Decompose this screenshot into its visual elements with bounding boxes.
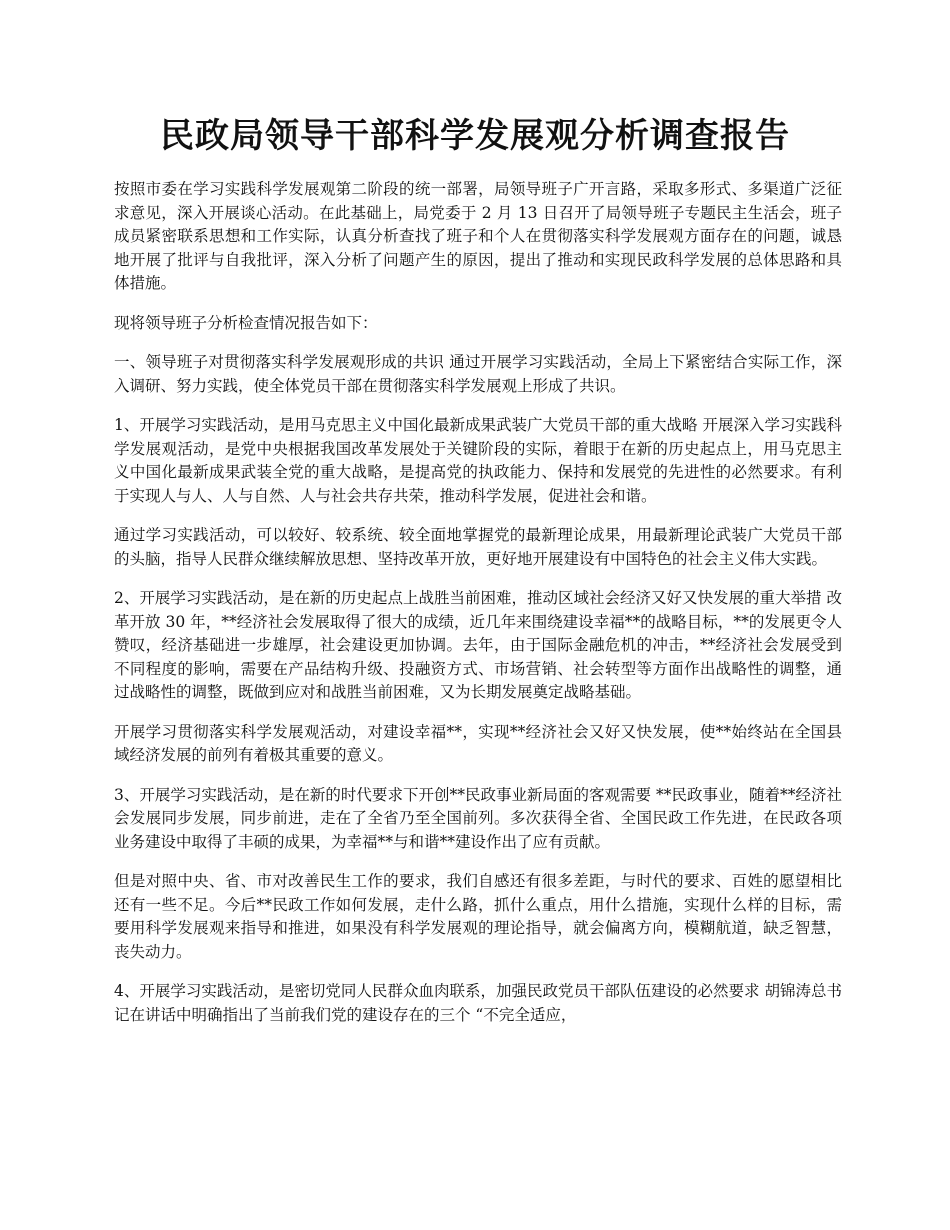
paragraph-intro: 按照市委在学习实践科学发展观第二阶段的统一部署，局领导班子广开言路，采取多形式、多渠道广泛征求意见，深入开展谈心活动。在此基础上，局党委于 2 月 13 日召开了局领导班子专题民主生活会，班子成员紧密联系思想和工作实际，认真分析查找了班子和个人在贯彻落实科学发展观方面存在的问题，诚恳地开展了批评与自我批评，深入分析了问题产生的原因，提出了推动和实现民政科学发展的总体思路和具体措施。 [114, 180, 842, 292]
paragraph-point-3-detail: 但是对照中央、省、市对改善民生工作的要求，我们自感还有很多差距，与时代的要求、百姓的愿望相比还有一些不足。今后**民政工作如何发展，走什么路，抓什么重点，用什么措施，实现什么样的目标，需要用科学发展观来指导和推进，如果没有科学发展观的理论指导，就会偏离方向，模糊航道，缺乏智慧，丧失动力。 [114, 872, 842, 961]
paragraph-point-3: 3、开展学习实践活动，是在新的时代要求下开创**民政事业新局面的客观需要 **民政事业，随着**经济社会发展同步发展，同步前进，走在了全省乃至全国前列。多次获得全省、全国民政工作先进，在民政各项业务建设中取得了丰硕的成果，为幸福**与和谐**建设作出了应有贡献。 [114, 785, 842, 851]
paragraph-point-1-detail: 通过学习实践活动，可以较好、较系统、较全面地掌握党的最新理论成果，用最新理论武装广大党员干部的头脑，指导人民群众继续解放思想、坚持改革开放，更好地开展建设有中国特色的社会主义伟大实践。 [114, 526, 842, 568]
paragraph-point-1: 1、开展学习实践活动，是用马克思主义中国化最新成果武装广大党员干部的重大战略 开展深入学习实践科学发展观活动，是党中央根据我国改革发展处于关键阶段的实际，着眼于在新的历史起点上，用马克思主义中国化最新成果武装全党的重大战略，是提高党的执政能力、保持和发展党的先进性的必然要求。有利于实现人与人、人与自然、人与社会共存共荣，推动科学发展，促进社会和谐。 [114, 416, 842, 505]
paragraph-report-lead: 现将领导班子分析检查情况报告如下： [114, 313, 378, 332]
document-body [114, 178, 842, 1043]
paragraph-point-2: 2、开展学习实践活动，是在新的历史起点上战胜当前困难，推动区域社会经济又好又快发展的重大举措 改革开放 30 年，**经济社会发展取得了很大的成绩，近几年来围绕建设幸福**的战略目标，**的发展更令人赞叹，经济基础进一步雄厚，社会建设更加协调。去年，由于国际金融危机的冲击，**经济社会发展受到不同程度的影响，需要在产品结构升级、投融资方式、市场营销、社会转型等方面作出战略性的调整，通过战略性的调整，既做到应对和战胜当前困难，又为长期发展奠定战略基础。 [114, 589, 842, 701]
paragraph-point-2-detail: 开展学习贯彻落实科学发展观活动，对建设幸福**，实现**经济社会又好又快发展，使**始终站在全国县域经济发展的前列有着极其重要的意义。 [114, 722, 842, 764]
document-title: 民政局领导干部科学发展观分析调查报告 [160, 116, 790, 156]
paragraph-section-one: 一、领导班子对贯彻落实科学发展观形成的共识 通过开展学习实践活动，全局上下紧密结合实际工作，深入调研、努力实践，使全体党员干部在贯彻落实科学发展观上形成了共识。 [114, 353, 842, 395]
paragraph-point-4: 4、开展学习实践活动，是密切党同人民群众血肉联系，加强民政党员干部队伍建设的必然要求 胡锦涛总书记在讲话中明确指出了当前我们党的建设存在的三个 “不完全适应， [114, 982, 842, 1024]
